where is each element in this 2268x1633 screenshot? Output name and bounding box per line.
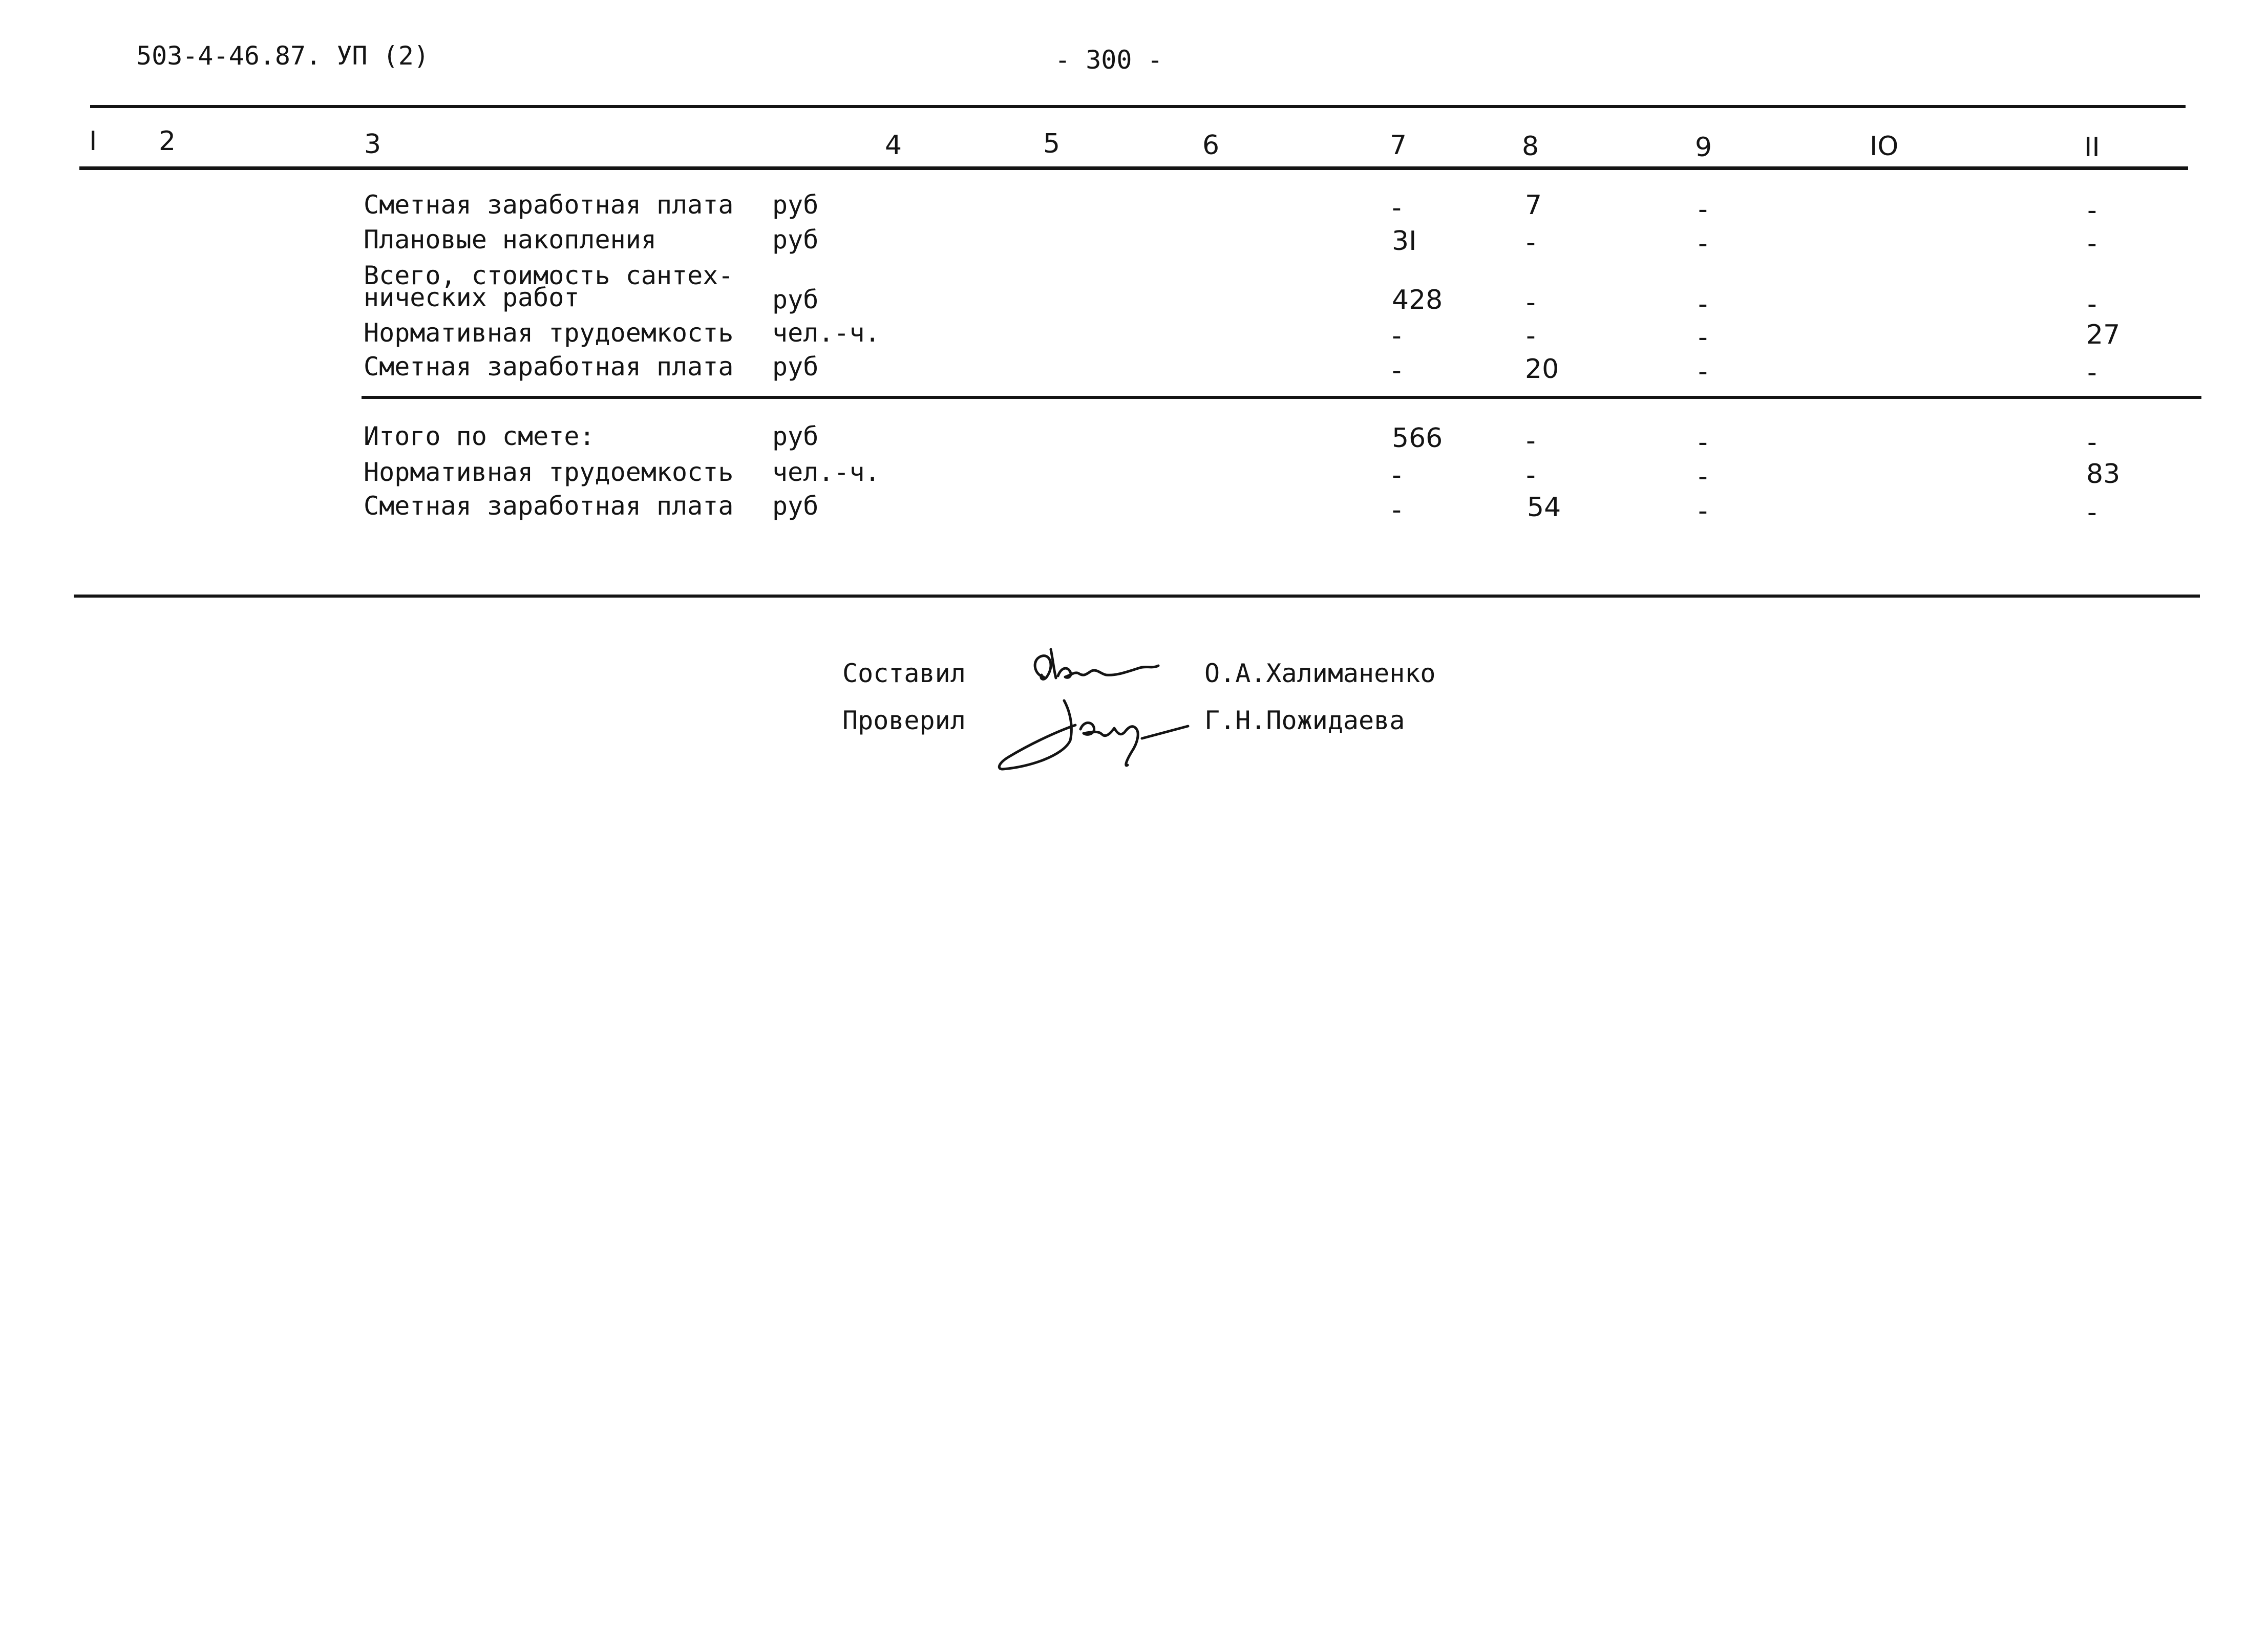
row-unit: руб xyxy=(772,190,819,220)
row-label-line1: Всего, стоимость сантех- xyxy=(364,261,734,290)
row-value-col11: - xyxy=(2087,228,2097,259)
total-label: Нормативная трудоемкость xyxy=(364,457,734,487)
row-value-col11: - xyxy=(2087,357,2097,388)
column-header-8: 8 xyxy=(1522,131,1539,162)
row-value-col11: - xyxy=(2087,195,2097,226)
column-header-4: 4 xyxy=(885,130,902,161)
row-value-col8: 20 xyxy=(1525,354,1559,385)
row-value-col7: - xyxy=(1392,321,1402,351)
header-bottom-rule xyxy=(79,166,2188,170)
column-header-7: 7 xyxy=(1390,130,1407,161)
row-unit: руб xyxy=(772,285,819,314)
page-number: - 300 - xyxy=(1055,45,1163,75)
row-label: Нормативная трудоемкость xyxy=(364,318,734,348)
row-value-col8: - xyxy=(1526,287,1536,318)
row-unit: руб xyxy=(772,352,819,381)
column-header-10: IO xyxy=(1870,131,1899,162)
row-label: Сметная заработная плата xyxy=(364,352,734,381)
total-unit: руб xyxy=(772,421,819,451)
total-value-col11: - xyxy=(2087,427,2097,458)
row-value-col7: - xyxy=(1392,193,1402,223)
total-unit: чел.-ч. xyxy=(772,457,880,487)
column-header-3: 3 xyxy=(364,129,381,160)
row-value-col8: 7 xyxy=(1525,190,1542,221)
total-value-col8: 54 xyxy=(1527,492,1561,523)
total-value-col9: - xyxy=(1698,496,1708,526)
total-label: Итого по смете: xyxy=(364,421,595,451)
total-value-col8: - xyxy=(1526,460,1536,491)
row-label: Сметная заработная плата xyxy=(364,190,734,220)
column-header-9: 9 xyxy=(1695,132,1712,163)
subtotal-rule xyxy=(362,396,2201,399)
row-value-col9: - xyxy=(1698,356,1708,387)
column-header-2: 2 xyxy=(159,126,176,157)
column-header-11: II xyxy=(2084,132,2100,163)
checked-by-name: Г.Н.Пожидаева xyxy=(1204,706,1405,735)
compiled-by-label: Составил xyxy=(842,659,966,688)
checker-signature xyxy=(993,691,1219,778)
row-value-col11: - xyxy=(2087,289,2097,320)
table-top-rule xyxy=(90,105,2186,108)
row-value-col7: 3I xyxy=(1392,226,1417,257)
column-header-5: 5 xyxy=(1043,129,1061,159)
compiled-by-name: О.А.Халиманенко xyxy=(1204,659,1436,688)
column-header-6: 6 xyxy=(1202,130,1220,161)
row-unit: чел.-ч. xyxy=(772,318,880,348)
document-code: 503-4-46.87. УП (2) xyxy=(136,41,429,71)
total-value-col9: - xyxy=(1698,427,1708,458)
row-value-col8: - xyxy=(1526,321,1536,351)
total-value-col8: - xyxy=(1526,426,1536,456)
total-value-col11: - xyxy=(2087,497,2097,528)
row-value-col7: 428 xyxy=(1392,285,1443,315)
checked-by-label: Проверил xyxy=(842,706,966,735)
total-unit: руб xyxy=(772,491,819,521)
column-header-1: I xyxy=(89,126,97,157)
total-value-col7: - xyxy=(1392,495,1402,525)
total-label: Сметная заработная плата xyxy=(364,491,734,521)
total-value-col7: - xyxy=(1392,460,1402,491)
row-value-col9: - xyxy=(1698,194,1708,225)
row-value-col9: - xyxy=(1698,228,1708,259)
row-label: нических работ xyxy=(364,283,580,312)
row-label: Плановые накопления xyxy=(364,225,656,255)
total-value-col9: - xyxy=(1698,461,1708,492)
row-unit: руб xyxy=(772,225,819,255)
row-value-col9: - xyxy=(1698,289,1708,320)
total-value-col7: 566 xyxy=(1392,423,1443,454)
total-value-col11: 83 xyxy=(2086,459,2121,490)
row-value-col11: 27 xyxy=(2086,320,2121,350)
row-value-col9: - xyxy=(1698,322,1708,353)
row-value-col7: - xyxy=(1392,355,1402,386)
table-bottom-rule xyxy=(74,595,2200,598)
row-value-col8: - xyxy=(1526,227,1536,258)
